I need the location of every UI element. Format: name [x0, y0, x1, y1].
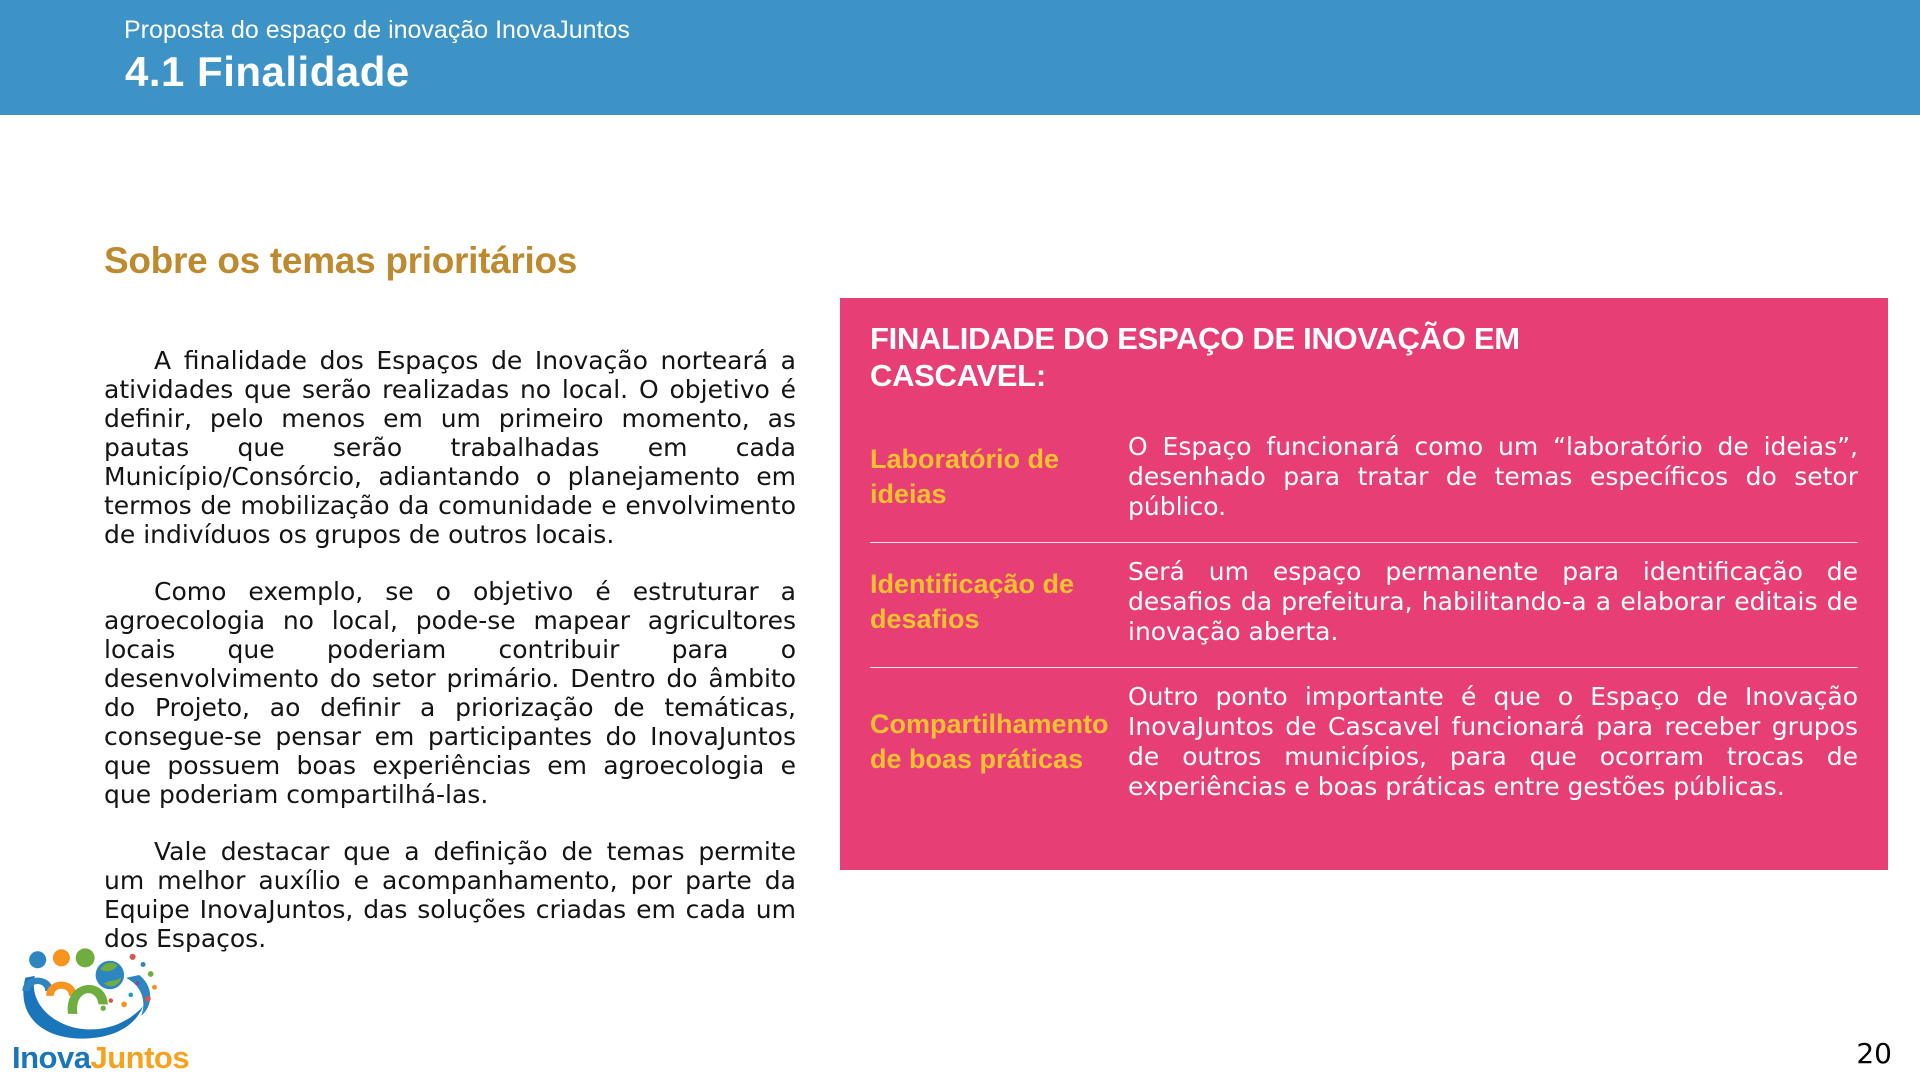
row-text: Outro ponto importante é que o Espaço de Inovação InovaJuntos de Cascavel funcionará para receber grupos de outros municípios, para que ocorram trocas de experiências e boas práticas entre gestões públicas. [1128, 682, 1858, 802]
header-band [0, 0, 1920, 115]
panel-rows [870, 418, 1858, 822]
panel-row-identificacao [870, 542, 1858, 667]
row-label: Identificação de desafios [870, 569, 1075, 635]
inovajuntos-logo-icon [12, 944, 164, 1042]
panel-row-laboratorio [870, 418, 1858, 542]
panel-title: FINALIDADE DO ESPAÇO DE INOVAÇÃO EM CASCAVEL: [870, 321, 1520, 394]
row-text: Será um espaço permanente para identificação de desafios da prefeitura, habilitando-a a elaborar editais de inovação aberta. [1128, 557, 1858, 647]
row-text: O Espaço funcionará como um “laboratório de ideias”, desenhado para tratar de temas específicos do setor público. [1128, 432, 1858, 522]
row-label: Compartilhamento de boas práticas [870, 709, 1109, 775]
body-paragraph: A finalidade dos Espaços de Inovação norteará a atividades que serão realizadas no local. O objetivo é definir, pelo menos em um primeiro momento, as pautas que serão trabalhadas em cada Município/Consórcio, adiantando o planejamento em termos de mobilização da comunidade e envolvimento de indivíduos os grupos de outros locais. [104, 346, 796, 549]
header-subtitle: Proposta do espaço de inovação InovaJuntos [124, 16, 630, 44]
panel-row-compartilhamento [870, 667, 1858, 822]
body-paragraph: Vale destacar que a definição de temas permite um melhor auxílio e acompanhamento, por parte da Equipe InovaJuntos, das soluções criadas em cada um dos Espaços. [104, 837, 796, 953]
row-label: Laboratório de ideias [870, 444, 1060, 510]
page-title: 4.1 Finalidade [125, 48, 410, 95]
logo-wordmark [12, 1040, 190, 1075]
inovajuntos-logo [12, 944, 190, 1076]
logo-text-juntos: Juntos [90, 1040, 190, 1075]
section-heading: Sobre os temas prioritários [104, 240, 578, 281]
logo-text-inova: Inova [12, 1040, 91, 1075]
page-number: 20 [1856, 1037, 1892, 1070]
body-text-column [104, 346, 796, 981]
body-paragraph: Como exemplo, se o objetivo é estruturar a agroecologia no local, pode-se mapear agricultores locais que poderiam contribuir para o desenvolvimento do setor primário. Dentro do âmbito do Projeto, ao definir a priorização de temáticas, consegue-se pensar em participantes do InovaJuntos que possuem boas experiências em agroecologia e que poderiam compartilhá-las. [104, 577, 796, 809]
finalidade-panel [840, 298, 1888, 870]
globe-icon [96, 961, 125, 990]
